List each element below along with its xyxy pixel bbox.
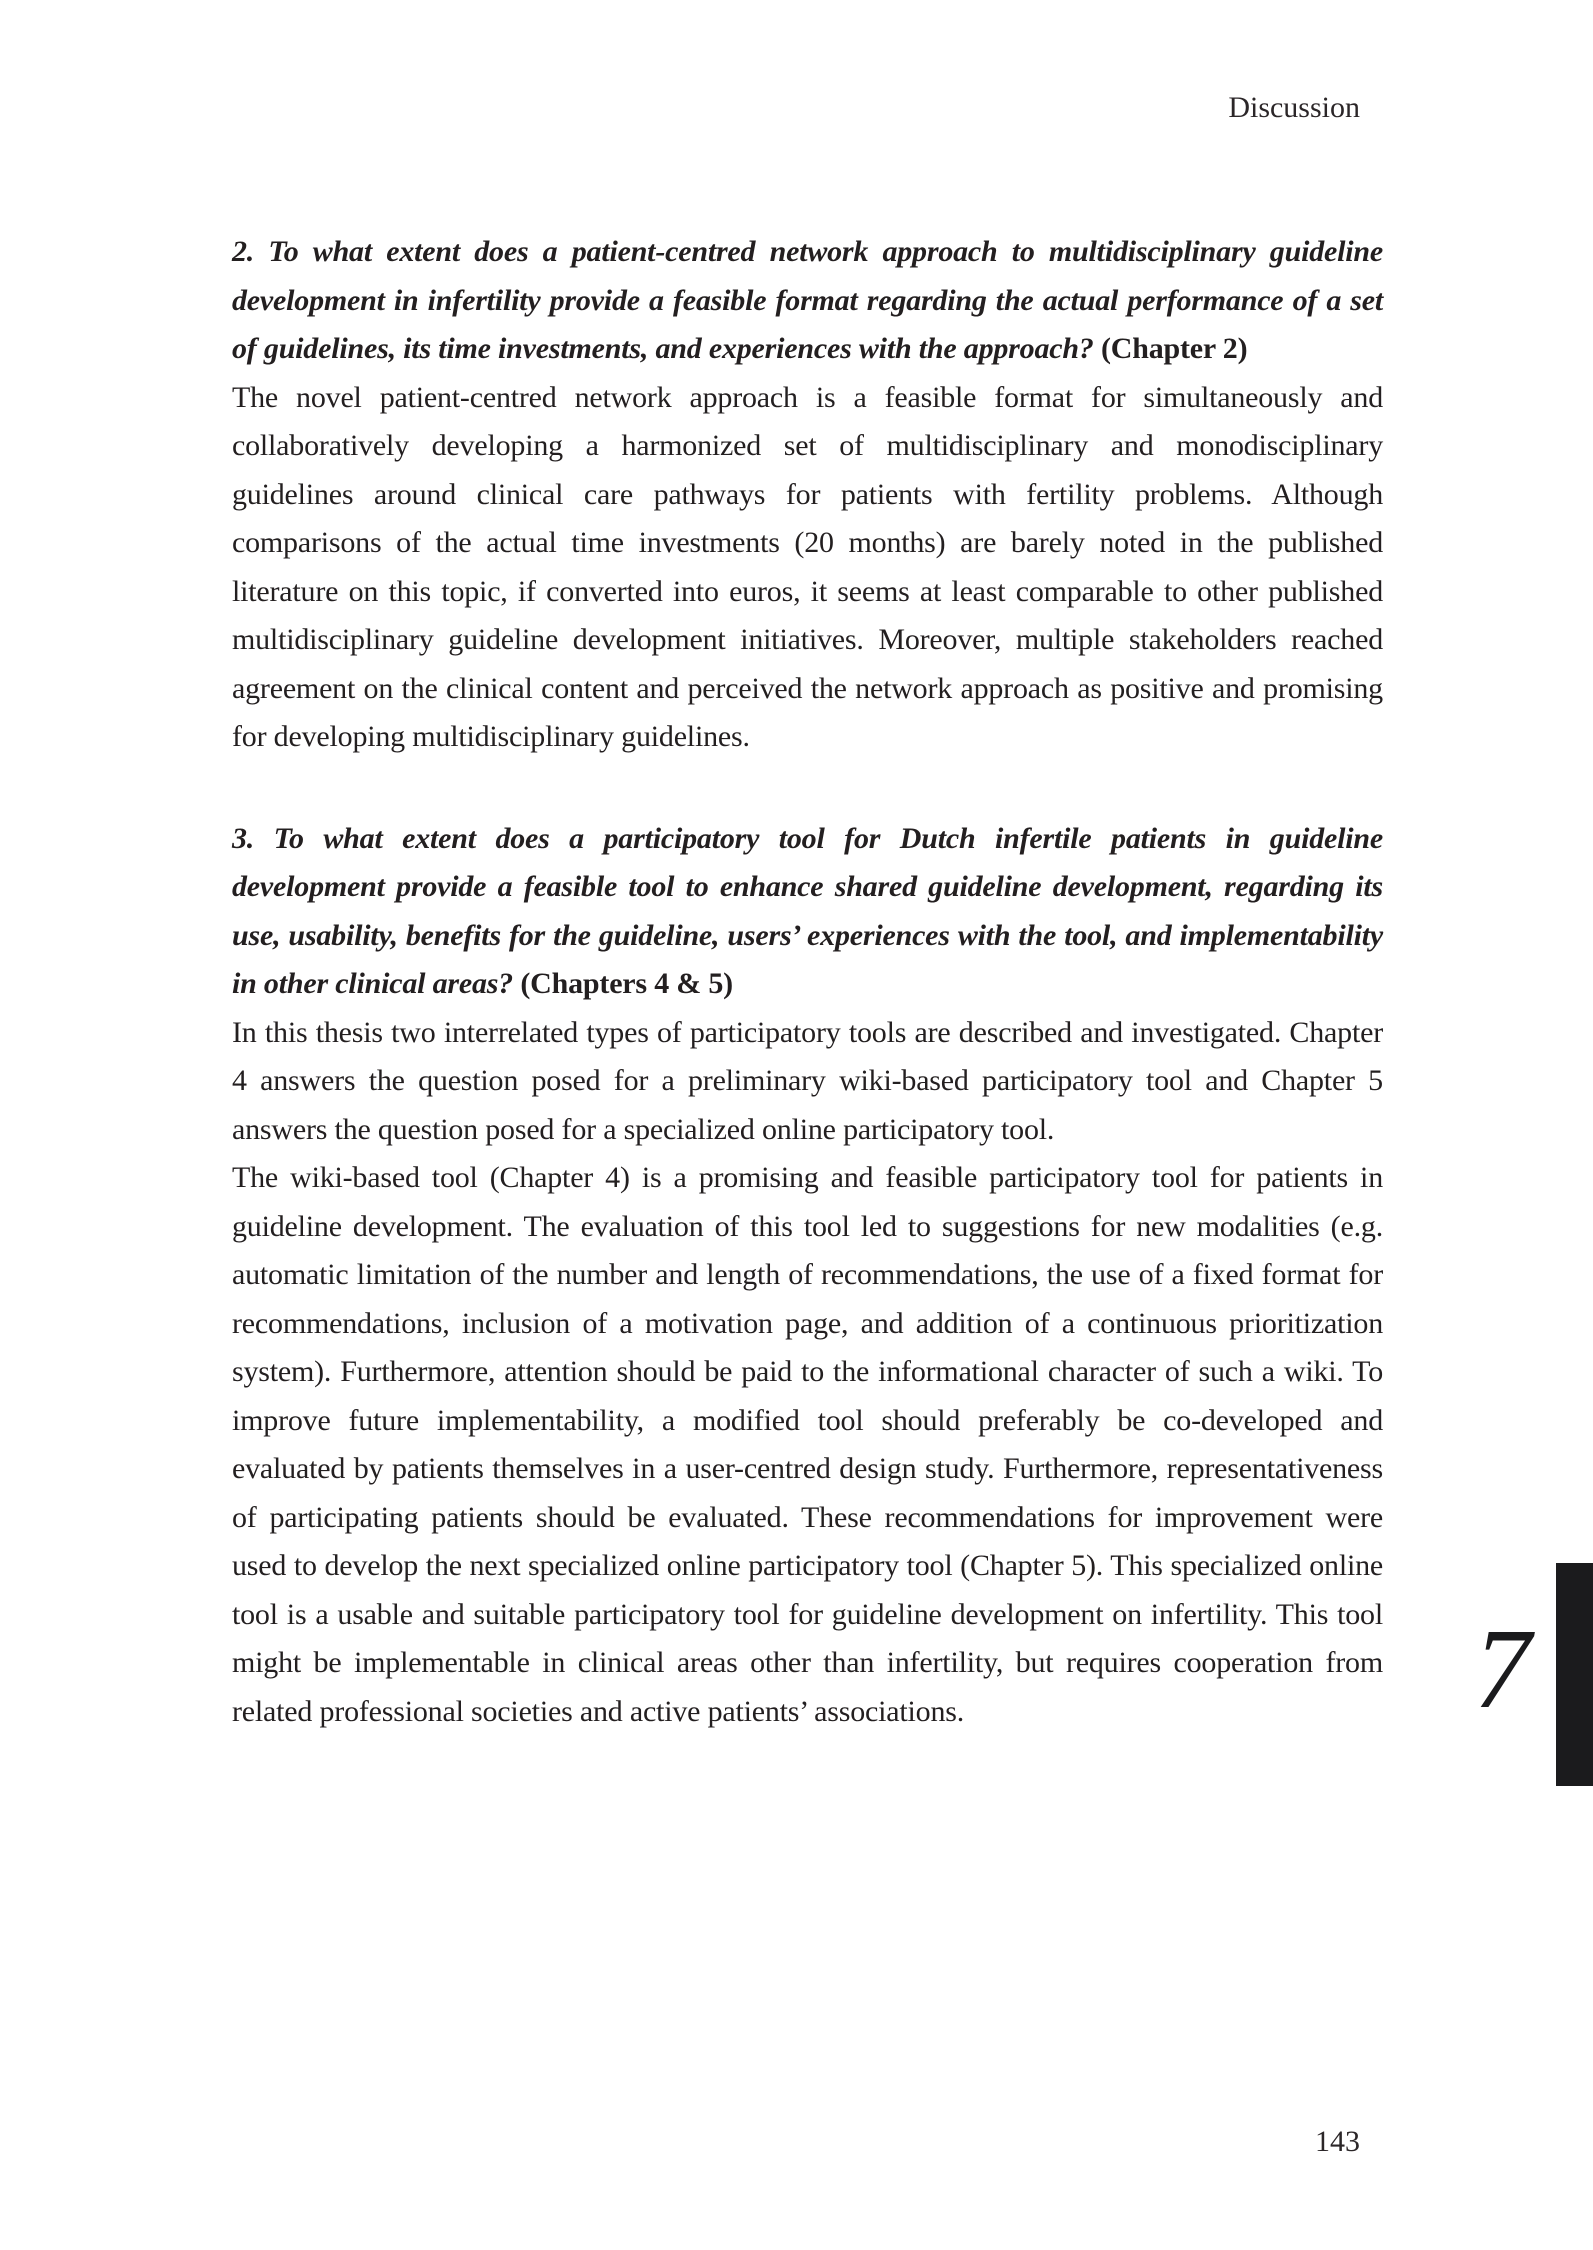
question-number: 2.: [232, 235, 255, 268]
chapter-reference: (Chapter 2): [1100, 332, 1248, 365]
chapter-tab-marker: [1556, 1563, 1593, 1786]
answer-paragraph: The wiki-based tool (Chapter 4) is a promising and feasible participatory tool for patients in guideline development. The evaluation of this tool led to suggestions for new modalities (e.g. automatic limitation of the number and length of recommendations, the use of a fixed format for recommendations, inclusion of a motivation page, and addition of a continuous prioritization system). Furthermore, attention should be paid to the informational character of such a wiki. To improve future implementability, a modified tool should preferably be co-developed and evaluated by patients themselves in a user-centred design study. Furthermore, representativeness of participating patients should be evaluated. These recommendations for improvement were used to develop the next specialized online participatory tool (Chapter 5). This specialized online tool is a usable and suitable participatory tool for guideline development on infertility. This tool might be implementable in clinical areas other than infertility, but requires cooperation from related professional societies and active patients’ associations.: [232, 1161, 1383, 1728]
text-column: [232, 228, 1383, 1736]
question-text: To what extent does a patient-centred network approach to multidisciplinary guideline development in infertility provide a feasible format regarding the actual performance of a set of guidelines, its time investments, and experiences with the approach?: [232, 235, 1383, 365]
answer-paragraph: The novel patient-centred network approach is a feasible format for simultaneously and collaboratively developing a harmonized set of multidisciplinary and monodisciplinary guidelines around clinical care pathways for patients with fertility problems. Although comparisons of the actual time investments (20 months) are barely noted in the published literature on this topic, if converted into euros, it seems at least comparable to other published multidisciplinary guideline development initiatives. Moreover, multiple stakeholders reached agreement on the clinical content and perceived the network approach as positive and promising for developing multidisciplinary guidelines.: [232, 380, 1383, 753]
running-head: Discussion: [1228, 91, 1360, 124]
question-number: 3.: [232, 821, 255, 855]
chapter-reference: (Chapters 4 & 5): [520, 967, 733, 1000]
answer-paragraph: In this thesis two interrelated types of participatory tools are described and investigated. Chapter 4 answers the question posed for a preliminary wiki-based participatory tool and Chapter 5 answers the question posed for a specialized online participatory tool.: [232, 1015, 1383, 1146]
page-number: 143: [1315, 2125, 1360, 2158]
question-text: To what extent does a participatory tool for Dutch infertile patients in guideline development provide a feasible tool to enhance shared guideline development, regarding its use, usability, benefits for the guideline, users’ experiences with the tool, and implementability in other clinical areas?: [232, 821, 1383, 1000]
chapter-number: 7: [1474, 1605, 1531, 1732]
research-question-2: [232, 228, 1383, 374]
research-question-3: [232, 815, 1383, 1009]
